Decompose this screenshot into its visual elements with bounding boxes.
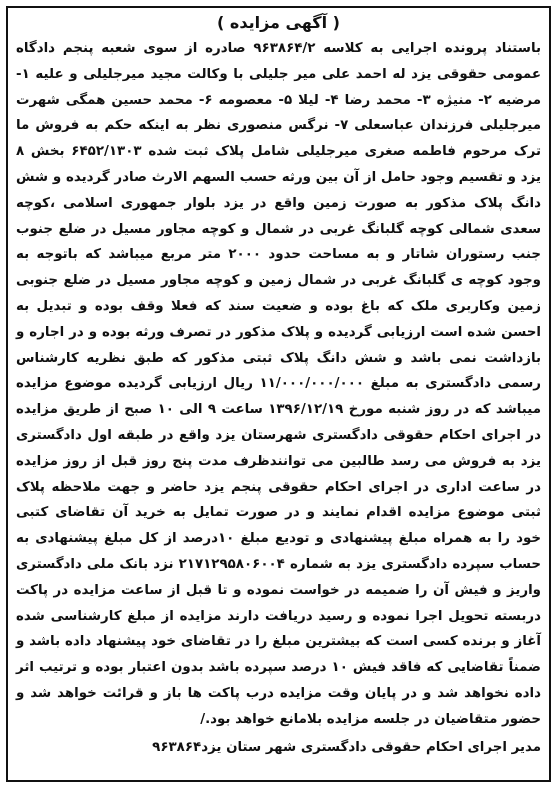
notice-title: ( آگهی مزایده ) <box>217 13 340 32</box>
notice-signature: مدیر اجرای احکام حقوقی دادگستری شهر ستان یزد۹۶۳۸۶۴ <box>152 739 541 755</box>
auction-notice <box>6 6 551 782</box>
notice-body: باستناد پرونده اجرایی به کلاسه ۹۶۳۸۶۴/۲ صادره از سوی شعبه پنجم دادگاه عمومی حقوقی یزد له احمد علی میر جلیلی با وکالت مجید میرجلیلی و علیه ۱- مرضیه ۲- منیژه ۳- محمد رضا ۴- لیلا ۵- معصومه ۶- محمد حسین همگی شهرت میرجلیلی فرزندان عباسعلی ۷- نرگس منصوری نظر به اینکه حکم به فروش ما ترک مرحوم فاطمه صغری میرجلیلی شامل پلاک ثبت شده ۶۴۵۲/۱۳۰۳ بخش ۸ یزد و تقسیم وجود حامل از آن بین ورثه حسب السهم الارث صادر گردیده و شش دانگ پلاک مذکور به صورت زمین واقع در یزد بلوار جمهوری اسلامی ،کوچه سعدی شمالی کوچه گلبانگ غربی در شمال و کوچه مجاور مسیل در ضلع جنوب جنب رستوران شاتار و به مساحت حدود ۲۰۰۰ متر مربع میباشد که باتوجه به وجود کوچه ی گلبانگ غربی در شمال زمین و کوچه مجاور مسیل در ضلع جنوبی زمین وکاربری ملک که باغ بوده و ضعیت سند که فعلا وقف بوده و تبدیل به احسن شده است ارزیابی گردیده و پلاک مذکور در تصرف ورثه بوده و در اجاره و بازداشت نمی باشد و شش دانگ پلاک ثبتی مذکور که طبق نظریه کارشناس رسمی دادگستری به مبلغ ۱۱/۰۰۰/۰۰۰/۰۰۰ ریال ارزیابی گردیده موضوع مزایده میباشد که در روز شنبه مورخ ۱۳۹۶/۱۲/۱۹ ساعت ۹ الی ۱۰ صبح از طریق مزایده در اجرای احکام حقوقی دادگستری شهرستان یزد واقع در طبقه اول دادگستری یزد به فروش می رسد طالبین می توانندظرف مدت پنج روز قبل از روز مزایده در ساعت اداری در اجرای احکام حقوقی پنجم یزد حاضر و جهت ملاحظه پلاک ثبتی موضوع مزایده اقدام نمایند و در صورت تمایل به خرید آن تقاضای کتبی خود را به همراه مبلغ پیشنهادی و تودیع مبلغ ۱۰درصد از کل مبلغ پیشنهادی به حساب سپرده دادگستری یزد به شماره ۲۱۷۱۲۹۵۸۰۶۰۰۴ نزد بانک ملی دادگستری واریز و فیش آن را ضمیمه در خواست نموده و تا قبل از ساعت مزایده در پاکت دربسته تحویل اجرا نموده و رسید دریافت دارند مزایده از مبلغ کارشناسی شده آغاز و برنده کسی است که بیشترین مبلغ را در تقاضای خود پیشنهاد داده باشد و ضمناً تقاضایی که فاقد فیش ۱۰ درصد سپرده باشد بدون اعتبار بوده و ترتیب اثر داده نخواهد شد و در پایان وقت مزایده درب پاکت ها باز و قرائت خواهد شد و حضور متقاضیان در جلسه مزایده بلامانع خواهد بود./ <box>16 41 542 727</box>
